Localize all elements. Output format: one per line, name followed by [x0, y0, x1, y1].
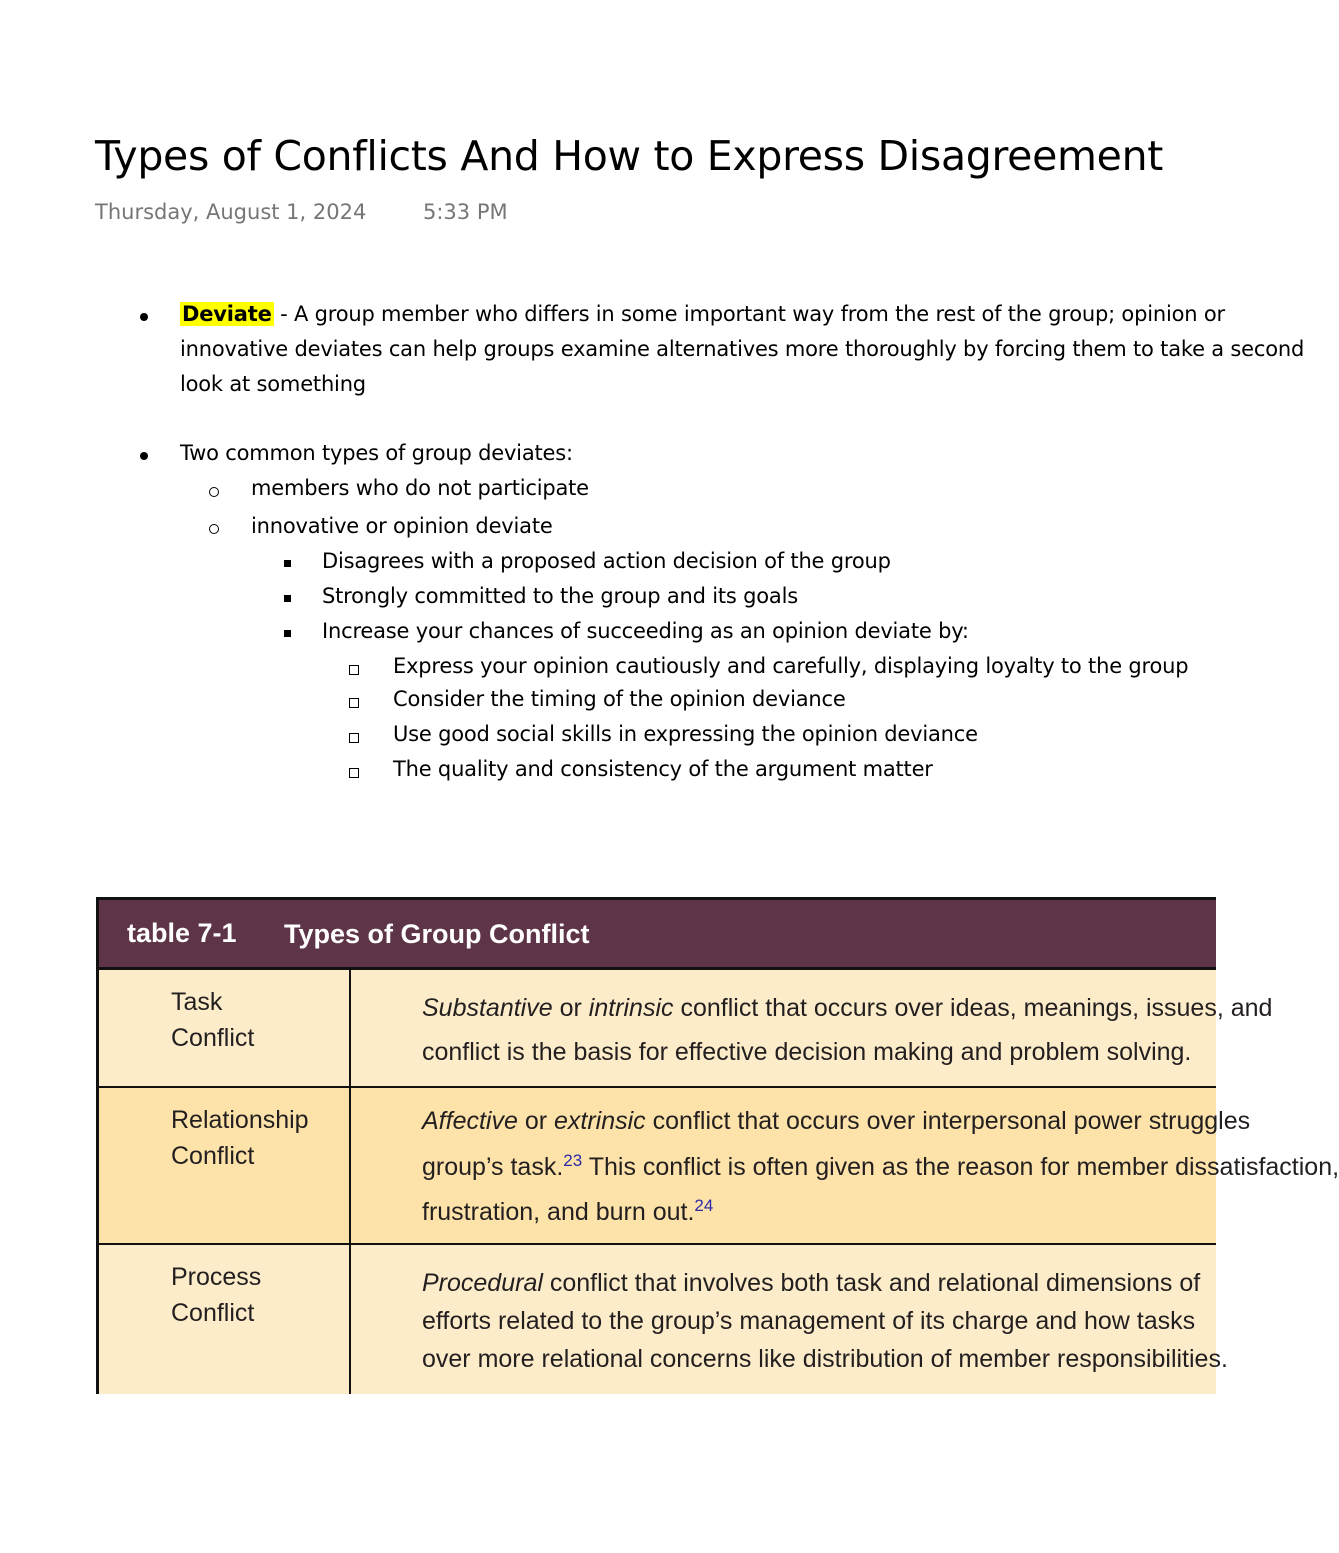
bullet-dot [140, 452, 148, 460]
table-header [99, 900, 1216, 970]
table-row-task [99, 970, 1273, 1088]
sub-3: Increase your chances of succeeding as an opinion deviate by: [322, 619, 969, 643]
circle-bullet [209, 524, 219, 534]
table-number: table 7-1 [127, 918, 237, 948]
square-bullet [284, 630, 291, 637]
circle-bullet [209, 487, 219, 497]
row-label: Process Conflict [171, 1263, 262, 1327]
box-bullet [349, 768, 359, 778]
page-title: Types of Conflicts And How to Express Disagreement [95, 132, 1164, 180]
box-bullet [349, 698, 359, 708]
deviate-definition [180, 302, 1225, 326]
column-divider [349, 970, 351, 1394]
conflict-table-figure [96, 897, 1339, 1394]
row-description: Affective or extrinsic conflict that occurs over interpersonal power struggles group’s task.$^{23}$ This conflict is often given as the reason for member dissatisfaction, frustration, and burn out.$^{24}$ [422, 1107, 1339, 1226]
deviate-term: Deviate [182, 302, 272, 326]
table-row-relationship [99, 1088, 1339, 1245]
types-heading: Two common types of group deviates: [180, 441, 573, 465]
box-bullet [349, 665, 359, 675]
sub-2: Strongly committed to the group and its goals [322, 584, 798, 608]
row-description: Substantive or intrinsic conflict that occurs over ideas, meanings, issues, and conflict is the basis for effective decision making and problem solving. [422, 994, 1273, 1066]
type-1: members who do not participate [251, 476, 589, 500]
tip-1: Express your opinion cautiously and carefully, displaying loyalty to the group [393, 654, 1189, 678]
page-time: 5:33 PM [423, 200, 508, 224]
deviate-line1: - A group member who differs in some important way from the rest of the group; opinion or [273, 302, 1225, 326]
box-bullet [349, 733, 359, 743]
deviate-line3: look at something [180, 372, 366, 396]
sub-1: Disagrees with a proposed action decision of the group [322, 549, 891, 573]
type-2: innovative or opinion deviate [251, 514, 553, 538]
tip-3: Use good social skills in expressing the opinion deviance [393, 722, 978, 746]
row-description: Procedural conflict that involves both task and relational dimensions of efforts related to the group’s management of its charge and how tasks over more relational concerns like distribution of member responsibilities. [422, 1269, 1228, 1373]
square-bullet [284, 560, 291, 567]
row-label: Relationship Conflict [171, 1106, 309, 1170]
tip-2: Consider the timing of the opinion deviance [393, 687, 846, 711]
table-row-process [99, 1245, 1228, 1394]
table-title: Types of Group Conflict [284, 919, 590, 949]
page-date: Thursday, August 1, 2024 [95, 200, 367, 224]
deviate-line2: innovative deviates can help groups examine alternatives more thoroughly by forcing them to take a second [180, 337, 1305, 361]
tip-4: The quality and consistency of the argument matter [393, 757, 933, 781]
bullet-dot [140, 313, 148, 321]
row-label: Task Conflict [171, 988, 255, 1052]
square-bullet [284, 595, 291, 602]
